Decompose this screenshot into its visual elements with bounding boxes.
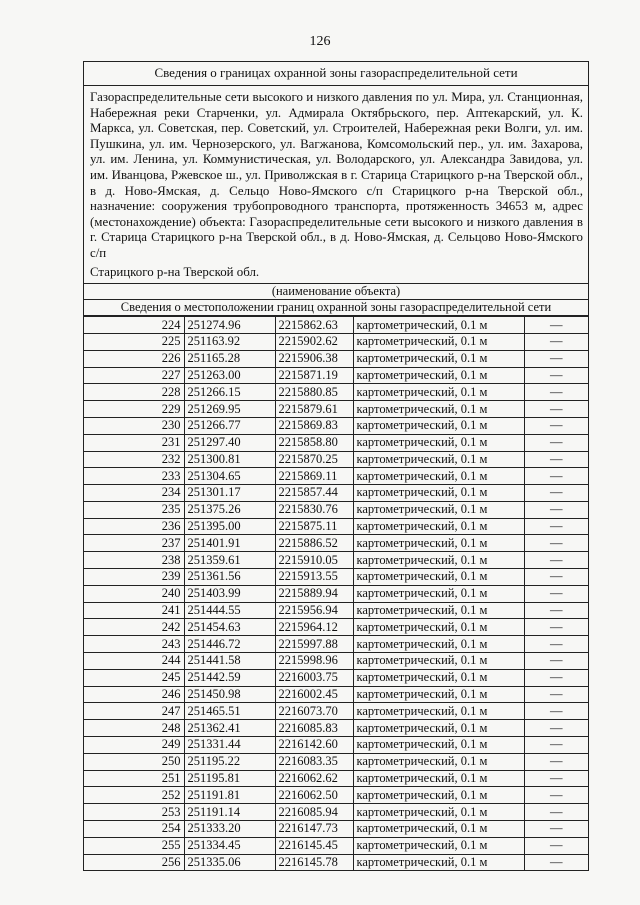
table-row	[84, 753, 588, 770]
method-accuracy-cell: картометрический, 0.1 м	[353, 535, 524, 552]
note-cell: —	[524, 770, 588, 787]
page-number: 126	[309, 34, 331, 49]
y-coordinate-cell: 2215906.38	[275, 350, 353, 367]
y-coordinate-cell: 2216142.60	[275, 737, 353, 754]
table-row	[84, 417, 588, 434]
method-accuracy-cell: картометрический, 0.1 м	[353, 686, 524, 703]
point-number-cell: 227	[84, 367, 184, 384]
note-cell: —	[524, 636, 588, 653]
x-coordinate-cell: 251375.26	[184, 501, 275, 518]
point-number-cell: 226	[84, 350, 184, 367]
y-coordinate-cell: 2215913.55	[275, 569, 353, 586]
x-coordinate-cell: 251454.63	[184, 619, 275, 636]
x-coordinate-cell: 251301.17	[184, 485, 275, 502]
point-number-cell: 247	[84, 703, 184, 720]
table-row	[84, 451, 588, 468]
point-number-cell: 248	[84, 720, 184, 737]
point-number-cell: 224	[84, 317, 184, 334]
point-number-cell: 243	[84, 636, 184, 653]
point-number-cell: 246	[84, 686, 184, 703]
table-row	[84, 686, 588, 703]
table-row	[84, 720, 588, 737]
table-row	[84, 585, 588, 602]
method-accuracy-cell: картометрический, 0.1 м	[353, 821, 524, 838]
point-number-cell: 230	[84, 417, 184, 434]
y-coordinate-cell: 2216085.83	[275, 720, 353, 737]
boundary-info-table	[83, 61, 589, 871]
point-number-cell: 251	[84, 770, 184, 787]
x-coordinate-cell: 251334.45	[184, 837, 275, 854]
note-cell: —	[524, 821, 588, 838]
point-number-cell: 249	[84, 737, 184, 754]
note-cell: —	[524, 485, 588, 502]
method-accuracy-cell: картометрический, 0.1 м	[353, 518, 524, 535]
x-coordinate-cell: 251362.41	[184, 720, 275, 737]
point-number-cell: 228	[84, 384, 184, 401]
note-cell: —	[524, 317, 588, 334]
table-row	[84, 350, 588, 367]
table-row	[84, 703, 588, 720]
x-coordinate-cell: 251191.14	[184, 804, 275, 821]
point-number-cell: 231	[84, 434, 184, 451]
point-number-cell: 229	[84, 401, 184, 418]
note-cell: —	[524, 837, 588, 854]
note-cell: —	[524, 854, 588, 870]
note-cell: —	[524, 401, 588, 418]
y-coordinate-cell: 2215889.94	[275, 585, 353, 602]
point-number-cell: 242	[84, 619, 184, 636]
x-coordinate-cell: 251335.06	[184, 854, 275, 870]
y-coordinate-cell: 2215902.62	[275, 333, 353, 350]
table-row	[84, 837, 588, 854]
y-coordinate-cell: 2215879.61	[275, 401, 353, 418]
point-number-cell: 236	[84, 518, 184, 535]
note-cell: —	[524, 451, 588, 468]
y-coordinate-cell: 2215830.76	[275, 501, 353, 518]
point-number-cell: 241	[84, 602, 184, 619]
y-coordinate-cell: 2215956.94	[275, 602, 353, 619]
note-cell: —	[524, 468, 588, 485]
method-accuracy-cell: картометрический, 0.1 м	[353, 468, 524, 485]
method-accuracy-cell: картометрический, 0.1 м	[353, 653, 524, 670]
x-coordinate-cell: 251300.81	[184, 451, 275, 468]
method-accuracy-cell: картометрический, 0.1 м	[353, 602, 524, 619]
method-accuracy-cell: картометрический, 0.1 м	[353, 569, 524, 586]
x-coordinate-cell: 251403.99	[184, 585, 275, 602]
note-cell: —	[524, 350, 588, 367]
table-row	[84, 518, 588, 535]
x-coordinate-cell: 251191.81	[184, 787, 275, 804]
x-coordinate-cell: 251361.56	[184, 569, 275, 586]
x-coordinate-cell: 251450.98	[184, 686, 275, 703]
table-row	[84, 737, 588, 754]
note-cell: —	[524, 569, 588, 586]
y-coordinate-cell: 2216145.78	[275, 854, 353, 870]
method-accuracy-cell: картометрический, 0.1 м	[353, 350, 524, 367]
table-row	[84, 317, 588, 334]
x-coordinate-cell: 251163.92	[184, 333, 275, 350]
x-coordinate-cell: 251266.77	[184, 417, 275, 434]
note-cell: —	[524, 619, 588, 636]
x-coordinate-cell: 251266.15	[184, 384, 275, 401]
method-accuracy-cell: картометрический, 0.1 м	[353, 552, 524, 569]
note-cell: —	[524, 434, 588, 451]
point-number-cell: 245	[84, 669, 184, 686]
table-row	[84, 535, 588, 552]
method-accuracy-cell: картометрический, 0.1 м	[353, 434, 524, 451]
y-coordinate-cell: 2215880.85	[275, 384, 353, 401]
note-cell: —	[524, 367, 588, 384]
note-cell: —	[524, 720, 588, 737]
y-coordinate-cell: 2215858.80	[275, 434, 353, 451]
table-row	[84, 384, 588, 401]
note-cell: —	[524, 552, 588, 569]
table-row	[84, 569, 588, 586]
x-coordinate-cell: 251395.00	[184, 518, 275, 535]
x-coordinate-cell: 251304.65	[184, 468, 275, 485]
y-coordinate-cell: 2215964.12	[275, 619, 353, 636]
method-accuracy-cell: картометрический, 0.1 м	[353, 417, 524, 434]
x-coordinate-cell: 251444.55	[184, 602, 275, 619]
method-accuracy-cell: картометрический, 0.1 м	[353, 585, 524, 602]
coordinates-table	[84, 316, 588, 870]
method-accuracy-cell: картометрический, 0.1 м	[353, 703, 524, 720]
x-coordinate-cell: 251165.28	[184, 350, 275, 367]
y-coordinate-cell: 2215871.19	[275, 367, 353, 384]
point-number-cell: 225	[84, 333, 184, 350]
x-coordinate-cell: 251297.40	[184, 434, 275, 451]
method-accuracy-cell: картометрический, 0.1 м	[353, 619, 524, 636]
point-number-cell: 239	[84, 569, 184, 586]
table-row	[84, 367, 588, 384]
method-accuracy-cell: картометрический, 0.1 м	[353, 636, 524, 653]
method-accuracy-cell: картометрический, 0.1 м	[353, 669, 524, 686]
object-name-caption: (наименование объекта)	[84, 284, 588, 300]
location-caption: Сведения о местоположении границ охранной зоны газораспределительной сети	[84, 300, 588, 316]
y-coordinate-cell: 2215869.11	[275, 468, 353, 485]
table-row	[84, 619, 588, 636]
y-coordinate-cell: 2215910.05	[275, 552, 353, 569]
note-cell: —	[524, 753, 588, 770]
method-accuracy-cell: картометрический, 0.1 м	[353, 367, 524, 384]
table-row	[84, 468, 588, 485]
table-row	[84, 787, 588, 804]
table-row	[84, 804, 588, 821]
x-coordinate-cell: 251263.00	[184, 367, 275, 384]
table-row	[84, 333, 588, 350]
x-coordinate-cell: 251274.96	[184, 317, 275, 334]
point-number-cell: 253	[84, 804, 184, 821]
x-coordinate-cell: 251331.44	[184, 737, 275, 754]
table-row	[84, 636, 588, 653]
note-cell: —	[524, 602, 588, 619]
point-number-cell: 255	[84, 837, 184, 854]
table-row	[84, 485, 588, 502]
y-coordinate-cell: 2215886.52	[275, 535, 353, 552]
table-row	[84, 821, 588, 838]
note-cell: —	[524, 653, 588, 670]
point-number-cell: 234	[84, 485, 184, 502]
object-description-last-line: Старицкого р-на Тверской обл.	[84, 265, 588, 285]
note-cell: —	[524, 787, 588, 804]
table-row	[84, 669, 588, 686]
x-coordinate-cell: 251195.81	[184, 770, 275, 787]
note-cell: —	[524, 333, 588, 350]
note-cell: —	[524, 501, 588, 518]
y-coordinate-cell: 2215862.63	[275, 317, 353, 334]
point-number-cell: 254	[84, 821, 184, 838]
note-cell: —	[524, 737, 588, 754]
method-accuracy-cell: картометрический, 0.1 м	[353, 401, 524, 418]
object-description: Газораспределительные сети высокого и низкого давления по ул. Мира, ул. Станционная, Набережная реки Старченки, ул. Адмирала Октябрьского, пер. Аптекарский, ул. К. Маркса, ул. Советская, пер. Советский, ул. Строителей, Набережная реки Волги, ул. им. Пушкина, ул. им. Чернозерского, ул. Вагжанова, Комсомольский пер., ул. им. Захарова, ул. им. Ленина, ул. Коммунистическая, ул. Володарского, ул. Александра Завидова, ул. им. Иванцова, Ржевское ш., ул. Приволжская в г. Старица Старицкого р-на Тверской обл., в д. Ново-Ямская, д. Сельцо Ново-Ямского с/п Старицкого р-на Тверской обл., назначение: сооружения трубопроводного транспорта, протяженность 34653 м, адрес (местонахождение) объекта: Газораспределительные сети высокого и низкого давления в г. Старица Старицкого р-на Тверской обл., в д. Ново-Ямская, д. Сельцово Ново-Ямского с/п	[90, 90, 583, 260]
method-accuracy-cell: картометрический, 0.1 м	[353, 384, 524, 401]
point-number-cell: 244	[84, 653, 184, 670]
y-coordinate-cell: 2215875.11	[275, 518, 353, 535]
method-accuracy-cell: картометрический, 0.1 м	[353, 333, 524, 350]
note-cell: —	[524, 585, 588, 602]
x-coordinate-cell: 251359.61	[184, 552, 275, 569]
point-number-cell: 240	[84, 585, 184, 602]
note-cell: —	[524, 535, 588, 552]
x-coordinate-cell: 251195.22	[184, 753, 275, 770]
method-accuracy-cell: картометрический, 0.1 м	[353, 804, 524, 821]
point-number-cell: 250	[84, 753, 184, 770]
table-row	[84, 602, 588, 619]
note-cell: —	[524, 804, 588, 821]
y-coordinate-cell: 2216073.70	[275, 703, 353, 720]
point-number-cell: 238	[84, 552, 184, 569]
table-row	[84, 434, 588, 451]
x-coordinate-cell: 251269.95	[184, 401, 275, 418]
y-coordinate-cell: 2216145.45	[275, 837, 353, 854]
y-coordinate-cell: 2216003.75	[275, 669, 353, 686]
y-coordinate-cell: 2216083.35	[275, 753, 353, 770]
y-coordinate-cell: 2215997.88	[275, 636, 353, 653]
method-accuracy-cell: картометрический, 0.1 м	[353, 770, 524, 787]
point-number-cell: 237	[84, 535, 184, 552]
method-accuracy-cell: картометрический, 0.1 м	[353, 485, 524, 502]
point-number-cell: 235	[84, 501, 184, 518]
table-row	[84, 552, 588, 569]
table-row	[84, 501, 588, 518]
method-accuracy-cell: картометрический, 0.1 м	[353, 317, 524, 334]
method-accuracy-cell: картометрический, 0.1 м	[353, 720, 524, 737]
method-accuracy-cell: картометрический, 0.1 м	[353, 837, 524, 854]
table-row	[84, 770, 588, 787]
note-cell: —	[524, 417, 588, 434]
x-coordinate-cell: 251401.91	[184, 535, 275, 552]
point-number-cell: 232	[84, 451, 184, 468]
method-accuracy-cell: картометрический, 0.1 м	[353, 787, 524, 804]
note-cell: —	[524, 703, 588, 720]
method-accuracy-cell: картометрический, 0.1 м	[353, 737, 524, 754]
method-accuracy-cell: картометрический, 0.1 м	[353, 501, 524, 518]
y-coordinate-cell: 2215998.96	[275, 653, 353, 670]
point-number-cell: 233	[84, 468, 184, 485]
table-header: Сведения о границах охранной зоны газораспределительной сети	[84, 62, 588, 86]
x-coordinate-cell: 251465.51	[184, 703, 275, 720]
x-coordinate-cell: 251446.72	[184, 636, 275, 653]
x-coordinate-cell: 251442.59	[184, 669, 275, 686]
y-coordinate-cell: 2215857.44	[275, 485, 353, 502]
point-number-cell: 256	[84, 854, 184, 870]
y-coordinate-cell: 2216002.45	[275, 686, 353, 703]
method-accuracy-cell: картометрический, 0.1 м	[353, 854, 524, 870]
y-coordinate-cell: 2216062.62	[275, 770, 353, 787]
y-coordinate-cell: 2215870.25	[275, 451, 353, 468]
method-accuracy-cell: картометрический, 0.1 м	[353, 451, 524, 468]
y-coordinate-cell: 2216147.73	[275, 821, 353, 838]
method-accuracy-cell: картометрический, 0.1 м	[353, 753, 524, 770]
point-number-cell: 252	[84, 787, 184, 804]
x-coordinate-cell: 251441.58	[184, 653, 275, 670]
note-cell: —	[524, 686, 588, 703]
table-row	[84, 653, 588, 670]
table-row	[84, 401, 588, 418]
y-coordinate-cell: 2215869.83	[275, 417, 353, 434]
x-coordinate-cell: 251333.20	[184, 821, 275, 838]
note-cell: —	[524, 669, 588, 686]
table-row	[84, 854, 588, 870]
note-cell: —	[524, 384, 588, 401]
y-coordinate-cell: 2216085.94	[275, 804, 353, 821]
note-cell: —	[524, 518, 588, 535]
coordinates-table-body	[84, 317, 588, 871]
y-coordinate-cell: 2216062.50	[275, 787, 353, 804]
